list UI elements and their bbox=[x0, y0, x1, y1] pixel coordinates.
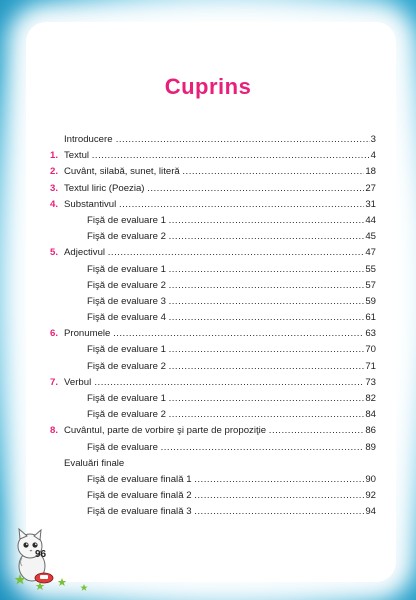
toc-entry bbox=[50, 342, 376, 358]
toc-entry-page: 18 bbox=[364, 164, 376, 180]
toc-entry-title: Fişă de evaluare 2 ..... bbox=[87, 229, 376, 245]
toc-entry-title: Textul ..... bbox=[64, 148, 376, 164]
toc-entry bbox=[50, 472, 376, 488]
toc-entry-number: 6. bbox=[50, 328, 59, 340]
toc-entry-title: Fişă de evaluare 1 ..... bbox=[87, 391, 376, 407]
toc-entry-title: Substantivul ..... bbox=[64, 197, 376, 213]
toc-entry-title: Textul liric (Poezia) ..... bbox=[64, 181, 376, 197]
toc-entry-title: Fişă de evaluare finală 2 ..... bbox=[87, 488, 376, 504]
toc-entry bbox=[50, 181, 376, 197]
toc-entry bbox=[50, 132, 376, 148]
toc-entry-title: Fişă de evaluare finală 1 ..... bbox=[87, 472, 376, 488]
toc-entry-title: Fişă de evaluare 2 ..... bbox=[87, 278, 376, 294]
toc-entry bbox=[50, 229, 376, 245]
toc-entry-title: Fişă de evaluare 3 ..... bbox=[87, 294, 376, 310]
page-title: Cuprins bbox=[164, 74, 252, 99]
toc-entry-page: 59 bbox=[364, 294, 376, 310]
toc-entry-number: 7. bbox=[50, 376, 59, 388]
toc-entry bbox=[50, 278, 376, 294]
toc-entry bbox=[50, 197, 376, 213]
toc-entry bbox=[50, 310, 376, 326]
toc-entry-number: 3. bbox=[50, 182, 59, 194]
star-icon bbox=[15, 574, 88, 591]
table-of-contents bbox=[50, 132, 376, 521]
toc-entry-page: 55 bbox=[364, 262, 376, 278]
toc-entry-title: Fişă de evaluare 4 ..... bbox=[87, 310, 376, 326]
toc-entry-number: 1. bbox=[50, 150, 59, 162]
toc-entry-number: 5. bbox=[50, 247, 59, 259]
toc-entry bbox=[50, 456, 376, 472]
toc-entry bbox=[50, 213, 376, 229]
toc-entry-title: Fişă de evaluare 2 ..... bbox=[87, 359, 376, 375]
toc-entry-title: Fişă de evaluare ..... bbox=[87, 440, 376, 456]
toc-entry bbox=[50, 294, 376, 310]
toc-entry bbox=[50, 148, 376, 164]
toc-entry-page: 89 bbox=[364, 440, 376, 456]
toc-entry-title: Fişă de evaluare 2 ..... bbox=[87, 407, 376, 423]
toc-entry-page: 3 bbox=[370, 132, 376, 148]
toc-entry-page: 70 bbox=[364, 342, 376, 358]
toc-entry bbox=[50, 359, 376, 375]
toc-entry-number: 4. bbox=[50, 198, 59, 210]
toc-entry-title: Evaluări finale bbox=[64, 457, 125, 469]
toc-entry bbox=[50, 423, 376, 439]
toc-entry bbox=[50, 262, 376, 278]
toc-entry-page: 82 bbox=[364, 391, 376, 407]
toc-entry-title: Fişă de evaluare finală 3 ..... bbox=[87, 504, 376, 520]
star-decorations bbox=[0, 560, 120, 600]
toc-entry-page: 31 bbox=[364, 197, 376, 213]
toc-entry-page: 86 bbox=[364, 423, 376, 439]
toc-entry-title: Fişă de evaluare 1 ..... bbox=[87, 262, 376, 278]
toc-entry-page: 84 bbox=[364, 407, 376, 423]
toc-entry bbox=[50, 488, 376, 504]
toc-entry-page: 44 bbox=[364, 213, 376, 229]
toc-entry bbox=[50, 164, 376, 180]
toc-entry bbox=[50, 245, 376, 261]
toc-entry bbox=[50, 326, 376, 342]
toc-entry bbox=[50, 375, 376, 391]
page-number: 96 bbox=[35, 549, 47, 560]
toc-entry-page: 94 bbox=[364, 504, 376, 520]
toc-entry bbox=[50, 407, 376, 423]
toc-entry-page: 63 bbox=[364, 326, 376, 342]
toc-entry-title: Fişă de evaluare 1 ..... bbox=[87, 342, 376, 358]
toc-entry-title: Verbul ..... bbox=[64, 375, 376, 391]
toc-entry-page: 27 bbox=[364, 181, 376, 197]
toc-entry-page: 47 bbox=[364, 245, 376, 261]
toc-entry bbox=[50, 391, 376, 407]
toc-entry-title: Adjectivul ..... bbox=[64, 245, 376, 261]
toc-entry-title: Fişă de evaluare 1 ..... bbox=[87, 213, 376, 229]
toc-entry-page: 45 bbox=[364, 229, 376, 245]
toc-entry-title: Cuvântul, parte de vorbire şi parte de propoziţie ..... bbox=[64, 423, 376, 439]
toc-entry-page: 61 bbox=[364, 310, 376, 326]
toc-entry-page: 90 bbox=[364, 472, 376, 488]
toc-entry bbox=[50, 504, 376, 520]
toc-entry-page: 71 bbox=[364, 359, 376, 375]
toc-entry-title: Pronumele ..... bbox=[64, 326, 376, 342]
toc-entry-page: 57 bbox=[364, 278, 376, 294]
toc-entry-title: Cuvânt, silabă, sunet, literă ..... bbox=[64, 164, 376, 180]
toc-entry-number: 2. bbox=[50, 166, 59, 178]
toc-entry-number: 8. bbox=[50, 425, 59, 437]
toc-entry-page: 4 bbox=[370, 148, 376, 164]
toc-entry bbox=[50, 440, 376, 456]
toc-entry-page: 73 bbox=[364, 375, 376, 391]
toc-entry-page: 92 bbox=[364, 488, 376, 504]
toc-entry-title: Introducere ..... bbox=[64, 132, 376, 148]
